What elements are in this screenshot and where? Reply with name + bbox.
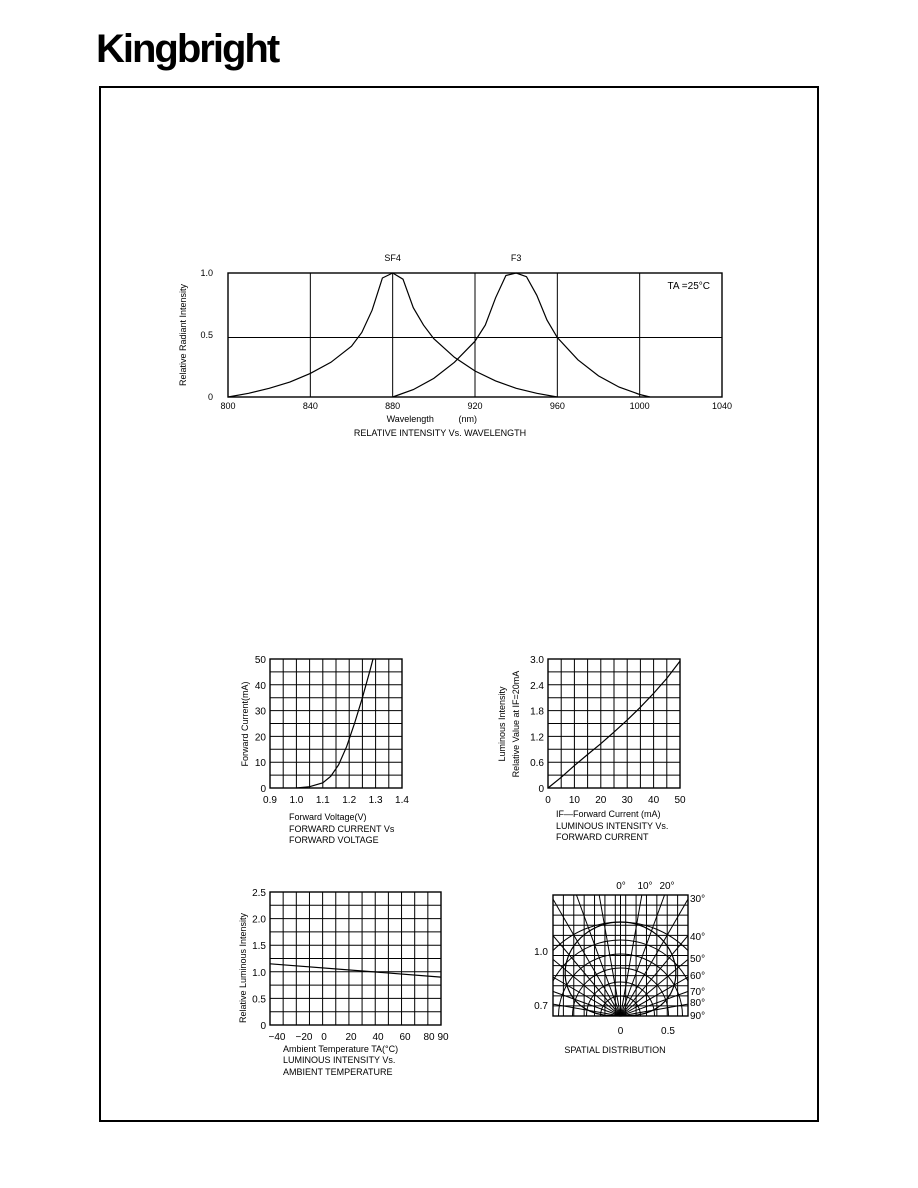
lum-current-title-line: FORWARD CURRENT (556, 832, 649, 842)
lum-temp-y-tick: 2.0 (252, 914, 266, 926)
spatial-bottom-label: 0 (617, 1026, 624, 1037)
spatial-angle-label: 0° (616, 881, 626, 892)
lum-temp-x-tick: 20 (345, 1032, 357, 1043)
lum-temp-x-tick: −20 (295, 1032, 313, 1043)
lum-current-x-tick: 0 (545, 795, 551, 806)
lum-current-x-label: IF—Forward Current (mA) (556, 809, 661, 819)
iv-y-tick: 0 (260, 784, 266, 795)
iv-x-tick: 0.9 (263, 795, 277, 806)
spatial-angle-label: 70° (690, 987, 706, 998)
lum-current-y-tick: 0 (538, 784, 544, 795)
lum-current-x-tick: 50 (674, 795, 686, 806)
iv-y-tick: 10 (254, 758, 266, 770)
spatial-grid (421, 816, 821, 1110)
lum-current-y-tick: 3.0 (530, 655, 544, 666)
iv-y-tick: 30 (254, 706, 266, 718)
iv-x-tick: 1.1 (315, 795, 330, 806)
spatial-angle-label: 80° (690, 998, 706, 1009)
iv-x-label: Forward Voltage(V) (289, 812, 367, 822)
iv-x-tick: 1.3 (368, 795, 383, 806)
spectrum-series-label: F3 (510, 253, 522, 263)
spectrum-series-label: SF4 (384, 253, 401, 263)
lum-temp-title-line: LUMINOUS INTENSITY Vs. (283, 1055, 396, 1065)
spatial-angle-label: 30° (690, 894, 706, 905)
spectrum-x-tick: 1040 (711, 401, 733, 411)
spatial-angle-label: 60° (690, 971, 706, 982)
spectrum-y-tick: 1.0 (200, 268, 213, 278)
lum-current-y-tick: 2.4 (530, 680, 544, 692)
spectrum-x-tick: 1000 (629, 401, 650, 411)
iv-x-tick: 1.4 (395, 795, 409, 806)
spectrum-y-label: Relative Radiant Intensity (178, 283, 188, 387)
iv-x-tick: 1.0 (289, 795, 304, 806)
lum-current-x-tick: 10 (568, 795, 580, 806)
lum-temp-x-tick: 40 (372, 1032, 384, 1043)
lum-temp-y-tick: 1.0 (252, 967, 266, 979)
lum-temp-x-tick: −40 (268, 1032, 286, 1043)
spatial-angle-label: 50° (690, 954, 706, 965)
spatial-bottom-label: 0.5 (661, 1026, 675, 1037)
lum-current-y-tick: 1.2 (530, 732, 544, 744)
iv-y-label: Forward Current(mA) (240, 681, 250, 767)
spatial-angle-label: 20° (659, 881, 675, 892)
lum-current-title-line: LUMINOUS INTENSITY Vs. (556, 821, 669, 831)
lum-temp-series-line (270, 964, 441, 977)
lum-current-y-tick: 0.6 (530, 758, 544, 770)
spectrum-title: RELATIVE INTENSITY Vs. WAVELENGTH (353, 428, 527, 438)
lum-temp-y-tick: 0 (260, 1021, 266, 1032)
lum-current-x-tick: 40 (648, 795, 660, 806)
iv-y-tick: 40 (254, 680, 266, 692)
spatial-angle-label: 90° (690, 1011, 706, 1022)
spatial-angle-label: 10° (637, 881, 653, 892)
spectrum-x-tick: 840 (302, 401, 318, 411)
spectrum-x-tick: 920 (467, 401, 483, 411)
brand-logo: Kingbright (96, 27, 279, 71)
spectrum-x-tick: 960 (549, 401, 565, 411)
spectrum-x-tick: 800 (220, 401, 236, 411)
lum-current-y-label: Relative Value at IF=20mA (511, 670, 521, 778)
lum-current-y-tick: 1.8 (530, 706, 544, 718)
lum-temp-title-line: AMBIENT TEMPERATURE (283, 1067, 393, 1077)
spectrum-x-unit: (nm) (458, 414, 478, 424)
lum-temp-y-tick: 1.5 (252, 941, 266, 953)
lum-temp-x-tick: 60 (399, 1032, 411, 1043)
lum-temp-y-label: Relative Luminous Intensity (238, 912, 248, 1024)
spectrum-annotation: TA =25°C (667, 281, 710, 292)
spatial-radial-label: 0.7 (534, 1001, 548, 1012)
lum-temp-x-tick: 0 (321, 1032, 327, 1043)
spectrum-x-label: Wavelength (386, 414, 434, 424)
lum-temp-y-tick: 2.5 (252, 888, 266, 899)
iv-y-tick: 20 (254, 732, 266, 744)
lum-temp-x-tick: 80 (423, 1032, 435, 1043)
lum-current-x-tick: 30 (621, 795, 633, 806)
lum-temp-x-label: Ambient Temperature TA(°C) (283, 1044, 399, 1054)
lum-current-y-label: Luminous Intensity (497, 686, 507, 762)
spatial-radial-label: 1.0 (534, 947, 548, 958)
spectrum-x-tick: 880 (385, 401, 401, 411)
iv-x-tick: 1.2 (342, 795, 357, 806)
iv-y-tick: 50 (254, 655, 266, 666)
spatial-title: SPATIAL DISTRIBUTION (564, 1045, 666, 1055)
iv-title-line: FORWARD CURRENT Vs (289, 824, 395, 834)
spatial-angle-label: 40° (690, 932, 706, 943)
spectrum-y-tick: 0.5 (200, 330, 213, 340)
spectrum-y-tick: 0 (207, 392, 213, 402)
iv-title-line: FORWARD VOLTAGE (289, 835, 379, 845)
lum-temp-y-tick: 0.5 (252, 994, 266, 1006)
lum-temp-x-tick: 90 (437, 1032, 449, 1043)
lum-current-x-tick: 20 (595, 795, 607, 806)
